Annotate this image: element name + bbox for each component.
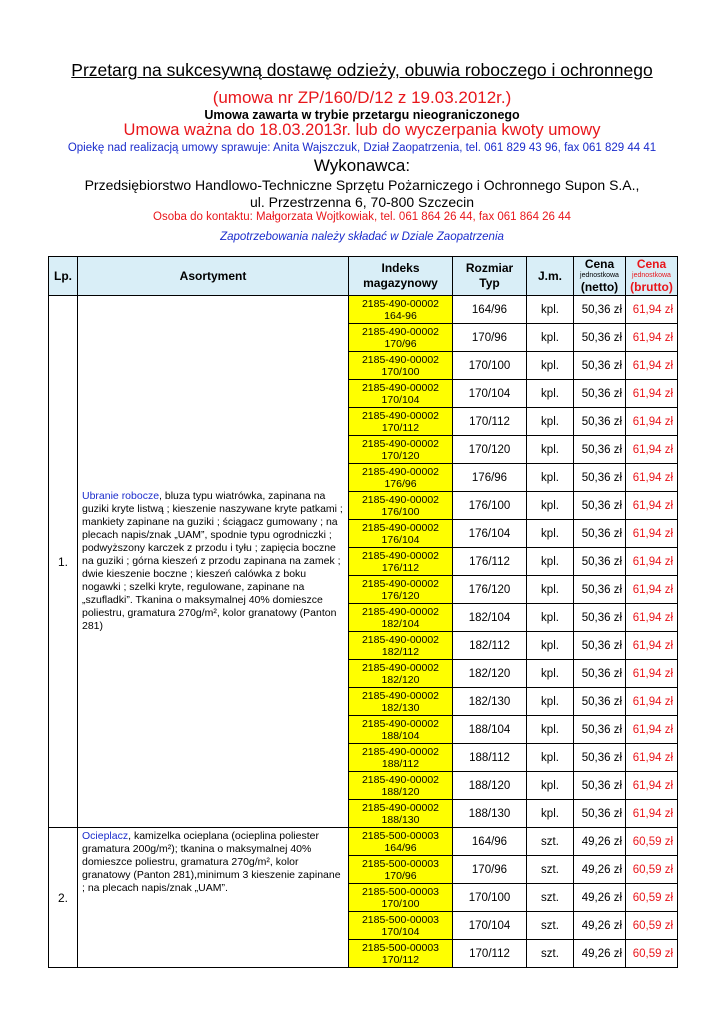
net-price-cell: 50,36 zł — [574, 660, 626, 688]
size-cell: 176/112 — [453, 548, 527, 576]
size-cell: 164/96 — [453, 296, 527, 324]
index-cell: 2185-490-00002 176/112 — [349, 548, 453, 576]
index-cell: 2185-490-00002 170/112 — [349, 408, 453, 436]
item-details: , kamizelka ocieplana (ocieplina poliester gramatura 200g/m²); tkanina o maksymalnej 40% domieszce poliestru, gramatura 270g/m², kolor granatowy (Panton 281),minimum 3 kieszenie zapinane ; na plecach napis/znak „UAM”. — [82, 830, 341, 894]
gross-price-cell: 61,94 zł — [626, 744, 678, 772]
gross-price-cell: 61,94 zł — [626, 352, 678, 380]
net-price-cell: 50,36 zł — [574, 352, 626, 380]
net-price-cell: 50,36 zł — [574, 492, 626, 520]
price-table — [48, 256, 678, 968]
page-title: Przetarg na sukcesywną dostawę odzieży, obuwia roboczego i ochronnego — [71, 60, 653, 80]
index-cell: 2185-490-00002 182/120 — [349, 660, 453, 688]
size-cell: 176/104 — [453, 520, 527, 548]
size-cell: 176/100 — [453, 492, 527, 520]
index-cell: 2185-490-00002 188/104 — [349, 716, 453, 744]
gross-price-cell: 60,59 zł — [626, 828, 678, 856]
size-cell: 170/96 — [453, 856, 527, 884]
net-price-cell: 50,36 zł — [574, 380, 626, 408]
size-cell: 188/112 — [453, 744, 527, 772]
index-cell: 2185-490-00002 182/130 — [349, 688, 453, 716]
contract-validity: Umowa ważna do 18.03.2013r. lub do wyczerpania kwoty umowy — [123, 121, 601, 139]
size-cell: 170/104 — [453, 912, 527, 940]
gross-price-cell: 61,94 zł — [626, 408, 678, 436]
gross-price-cell: 61,94 zł — [626, 296, 678, 324]
index-cell: 2185-490-00002 188/130 — [349, 800, 453, 828]
net-price-cell: 50,36 zł — [574, 436, 626, 464]
header-lp: Lp. — [49, 257, 78, 296]
size-cell: 170/104 — [453, 380, 527, 408]
net-price-cell: 49,26 zł — [574, 884, 626, 912]
size-cell: 182/112 — [453, 632, 527, 660]
item-details: , bluza typu wiatrówka, zapinana na guziki kryte listwą ; kieszenie naszywane kryte patkami ; mankiety zapinane na guziki ; ściągacz gumowany ; na plecach napis/znak „UAM”, spodnie typu ogrodniczki ; podwyższony karczek z przodu i tyłu ; zapięcia boczne na guziki ; górna kieszeń z przodu zapinana na zamek ; dwie kieszenie boczne ; kieszeń calówka z boku nogawki ; szelki kryte, regulowane, zapinane na „szufladki”. Tkanina o maksymalnej 40% domieszce poliestru, gramatura 270g/m², kolor granatowy (Panton 281) — [82, 490, 343, 632]
unit-cell: kpl. — [527, 352, 574, 380]
gross-price-cell: 60,59 zł — [626, 884, 678, 912]
size-cell: 170/100 — [453, 884, 527, 912]
item-description — [78, 828, 349, 968]
size-cell: 182/120 — [453, 660, 527, 688]
net-price-cell: 50,36 zł — [574, 772, 626, 800]
net-price-cell: 49,26 zł — [574, 856, 626, 884]
size-cell: 188/120 — [453, 772, 527, 800]
gross-price-cell: 61,94 zł — [626, 492, 678, 520]
index-cell: 2185-490-00002 170/120 — [349, 436, 453, 464]
size-cell: 170/112 — [453, 408, 527, 436]
index-cell: 2185-490-00002 176/96 — [349, 464, 453, 492]
net-price-cell: 50,36 zł — [574, 800, 626, 828]
unit-cell: kpl. — [527, 492, 574, 520]
gross-price-cell: 61,94 zł — [626, 324, 678, 352]
gross-price-cell: 61,94 zł — [626, 464, 678, 492]
index-cell: 2185-500-00003 170/96 — [349, 856, 453, 884]
index-cell: 2185-500-00003 164/96 — [349, 828, 453, 856]
net-price-cell: 49,26 zł — [574, 940, 626, 968]
unit-cell: kpl. — [527, 688, 574, 716]
index-cell: 2185-490-00002 170/96 — [349, 324, 453, 352]
index-cell: 2185-490-00002 176/120 — [349, 576, 453, 604]
size-cell: 188/104 — [453, 716, 527, 744]
header-indeks: Indeks magazynowy — [349, 257, 453, 296]
gross-price-cell: 60,59 zł — [626, 912, 678, 940]
index-cell: 2185-490-00002 182/104 — [349, 604, 453, 632]
header-jm: J.m. — [527, 257, 574, 296]
size-cell: 170/100 — [453, 352, 527, 380]
orders-note: Zapotrzebowania należy składać w Dziale Zaopatrzenia — [220, 231, 504, 243]
header-netto: Cena jednostkowa (netto) — [574, 257, 626, 296]
item-name: Ocieplacz — [82, 830, 129, 842]
size-cell: 182/104 — [453, 604, 527, 632]
gross-price-cell: 61,94 zł — [626, 380, 678, 408]
unit-cell: kpl. — [527, 576, 574, 604]
unit-cell: kpl. — [527, 772, 574, 800]
size-cell: 176/96 — [453, 464, 527, 492]
unit-cell: kpl. — [527, 520, 574, 548]
size-cell: 164/96 — [453, 828, 527, 856]
index-cell: 2185-500-00003 170/100 — [349, 884, 453, 912]
net-price-cell: 50,36 zł — [574, 576, 626, 604]
contact-person: Osoba do kontaktu: Małgorzata Wojtkowiak, tel. 061 864 26 44, fax 061 864 26 44 — [153, 211, 571, 223]
net-price-cell: 49,26 zł — [574, 828, 626, 856]
net-price-cell: 50,36 zł — [574, 520, 626, 548]
unit-cell: kpl. — [527, 800, 574, 828]
index-cell: 2185-490-00002 182/112 — [349, 632, 453, 660]
item-description — [78, 296, 349, 828]
gross-price-cell: 61,94 zł — [626, 688, 678, 716]
unit-cell: kpl. — [527, 324, 574, 352]
table-header — [49, 257, 678, 296]
gross-price-cell: 61,94 zł — [626, 660, 678, 688]
gross-price-cell: 61,94 zł — [626, 436, 678, 464]
item-number: 1. — [49, 296, 78, 828]
header-rozmiar: Rozmiar Typ — [453, 257, 527, 296]
net-price-cell: 50,36 zł — [574, 464, 626, 492]
unit-cell: szt. — [527, 828, 574, 856]
unit-cell: szt. — [527, 884, 574, 912]
unit-cell: szt. — [527, 940, 574, 968]
net-price-cell: 49,26 zł — [574, 912, 626, 940]
index-cell: 2185-490-00002 170/100 — [349, 352, 453, 380]
contract-number: (umowa nr ZP/160/D/12 z 19.03.2012r.) — [212, 88, 512, 107]
gross-price-cell: 61,94 zł — [626, 800, 678, 828]
size-cell: 170/96 — [453, 324, 527, 352]
net-price-cell: 50,36 zł — [574, 548, 626, 576]
gross-price-cell: 61,94 zł — [626, 548, 678, 576]
unit-cell: kpl. — [527, 744, 574, 772]
size-cell: 176/120 — [453, 576, 527, 604]
net-price-cell: 50,36 zł — [574, 632, 626, 660]
net-price-cell: 50,36 zł — [574, 296, 626, 324]
table-row — [49, 296, 678, 324]
gross-price-cell: 61,94 zł — [626, 576, 678, 604]
net-price-cell: 50,36 zł — [574, 604, 626, 632]
contractor-name: Przedsiębiorstwo Handlowo-Techniczne Sprzętu Pożarniczego i Ochronnego Supon S.A., — [84, 177, 640, 193]
unit-cell: kpl. — [527, 408, 574, 436]
unit-cell: kpl. — [527, 548, 574, 576]
header-brutto: Cena jednostkowa (brutto) — [626, 257, 678, 296]
contractor-address: ul. Przestrzenna 6, 70-800 Szczecin — [249, 194, 475, 210]
net-price-cell: 50,36 zł — [574, 408, 626, 436]
index-cell: 2185-500-00003 170/104 — [349, 912, 453, 940]
unit-cell: szt. — [527, 856, 574, 884]
net-price-cell: 50,36 zł — [574, 324, 626, 352]
index-cell: 2185-490-00002 188/120 — [349, 772, 453, 800]
unit-cell: kpl. — [527, 436, 574, 464]
unit-cell: kpl. — [527, 716, 574, 744]
header-asortyment: Asortyment — [78, 257, 349, 296]
index-cell: 2185-490-00002 170/104 — [349, 380, 453, 408]
contractor-label: Wykonawca: — [313, 156, 411, 175]
contract-mode: Umowa zawarta w trybie przetargu nieograniczonego — [204, 108, 520, 122]
item-name: Ubranie robocze — [82, 490, 160, 502]
contract-supervisor: Opiekę nad realizacją umowy sprawuje: Anita Wajszczuk, Dział Zaopatrzenia, tel. 061 829 43 96, fax 061 829 44 41 — [67, 142, 657, 154]
gross-price-cell: 61,94 zł — [626, 520, 678, 548]
unit-cell: kpl. — [527, 660, 574, 688]
size-cell: 170/112 — [453, 940, 527, 968]
unit-cell: kpl. — [527, 296, 574, 324]
unit-cell: kpl. — [527, 604, 574, 632]
size-cell: 188/130 — [453, 800, 527, 828]
gross-price-cell: 61,94 zł — [626, 716, 678, 744]
gross-price-cell: 61,94 zł — [626, 772, 678, 800]
size-cell: 182/130 — [453, 688, 527, 716]
index-cell: 2185-500-00003 170/112 — [349, 940, 453, 968]
unit-cell: kpl. — [527, 464, 574, 492]
unit-cell: kpl. — [527, 632, 574, 660]
index-cell: 2185-490-00002 164-96 — [349, 296, 453, 324]
gross-price-cell: 60,59 zł — [626, 940, 678, 968]
net-price-cell: 50,36 zł — [574, 744, 626, 772]
net-price-cell: 50,36 zł — [574, 688, 626, 716]
gross-price-cell: 61,94 zł — [626, 604, 678, 632]
index-cell: 2185-490-00002 188/112 — [349, 744, 453, 772]
table-row — [49, 828, 678, 856]
size-cell: 170/120 — [453, 436, 527, 464]
unit-cell: kpl. — [527, 380, 574, 408]
gross-price-cell: 60,59 zł — [626, 856, 678, 884]
gross-price-cell: 61,94 zł — [626, 632, 678, 660]
index-cell: 2185-490-00002 176/100 — [349, 492, 453, 520]
unit-cell: szt. — [527, 912, 574, 940]
item-number: 2. — [49, 828, 78, 968]
net-price-cell: 50,36 zł — [574, 716, 626, 744]
index-cell: 2185-490-00002 176/104 — [349, 520, 453, 548]
